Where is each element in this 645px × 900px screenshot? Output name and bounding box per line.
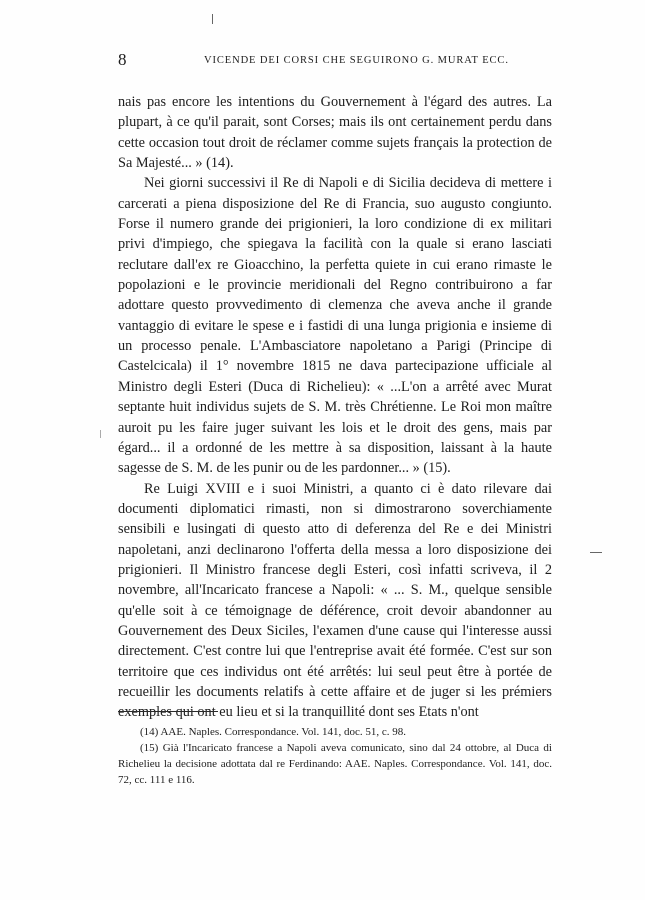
footnote-divider (118, 711, 218, 712)
paragraph: Re Luigi XVIII e i suoi Ministri, a quanto ci è dato rilevare dai documenti diplomatici rimasti, non si dimostrarono soverchiamente sensibili e lusingati di questo atto di deferenza del Re e dei Ministri napoletani, anzi declinarono l'offerta della messa a loro disposizione dei prigionieri. Il Ministro francese degli Esteri, così infatti scriveva, il 2 novembre, all'Incaricato francese a Napoli: « ... S. M., quelque sensible qu'elle soit à ce témoignage de déférence, croit devoir abandonner au Gouvernement des Deux Siciles, l'examen d'une cause qui l'interesse aussi directement. C'est contre lui que l'entreprise avait été formée. C'est sur son territoire que ces individus ont été arrêtés: lui seul peut être à portée de recueillir les documents relatifs à cette affaire et de juger si les prémiers exemples qui ont eu lieu et si la tranquillité dont ses Etats n'ont (118, 480, 552, 721)
page-number: 8 (118, 50, 127, 69)
scan-mark (212, 14, 213, 24)
running-head: VICENDE DEI CORSI CHE SEGUIRONO G. MURAT ECC. (204, 55, 509, 66)
footnotes (118, 724, 552, 788)
scan-mark (590, 552, 602, 553)
page-header (118, 50, 538, 72)
footnote: (15) Già l'Incaricato francese a Napoli aveva comunicato, sino dal 24 ottobre, al Duca di Richelieu la decisione adottata dal re Ferdinando: AAE. Naples. Correspondance. Vol. 141, doc. 72, cc. 111 e 116. (118, 742, 552, 786)
paragraph-continued: nais pas encore les intentions du Gouvernement à l'égard des autres. La plupart, à ce qu'il parait, sont Corses; mais ils ont certainement perdu dans cette occasion tout droit de réclamer comme sujets français la protection de Sa Majesté... » (14). (118, 94, 552, 172)
body-text (118, 92, 552, 723)
scan-mark (100, 430, 101, 438)
footnote: (14) AAE. Naples. Correspondance. Vol. 141, doc. 51, c. 98. (140, 726, 406, 738)
paragraph: Nei giorni successivi il Re di Napoli e di Sicilia decideva di mettere i carcerati a piena disposizione del Re di Francia, suo augusto congiunto. Forse il numero grande dei prigionieri, la loro condizione di ex militari privi d'impiego, che spiegava la facilità con la quale si erano lasciati reclutare dall'ex re Gioacchino, la perfetta quiete in cui erano rimaste le popolazioni e le provincie meridionali del Regno contribuirono a far adottare questo provvedimento di clemenza che aveva anche il grande vantaggio di evitare le spese e i fastidi di una lunga prigionia e insieme di un processo penale. L'Ambasciatore napoletano a Parigi (Principe di Castelcicala) il 1° novembre 1815 ne dava partecipazione ufficiale al Ministro degli Esteri (Duca di Richelieu): « ...L'on a arrêté avec Murat septante huit individus sujets de S. M. très Chrétienne. Le Roi mon maître auroit pu les faire juger suivant les lois et le droit des gens, mais par égard... il a ordonné de les mettre à sa disposition, laissant à la haute sagesse de S. M. de les punir ou de les pardonner... » (15). (118, 175, 552, 477)
